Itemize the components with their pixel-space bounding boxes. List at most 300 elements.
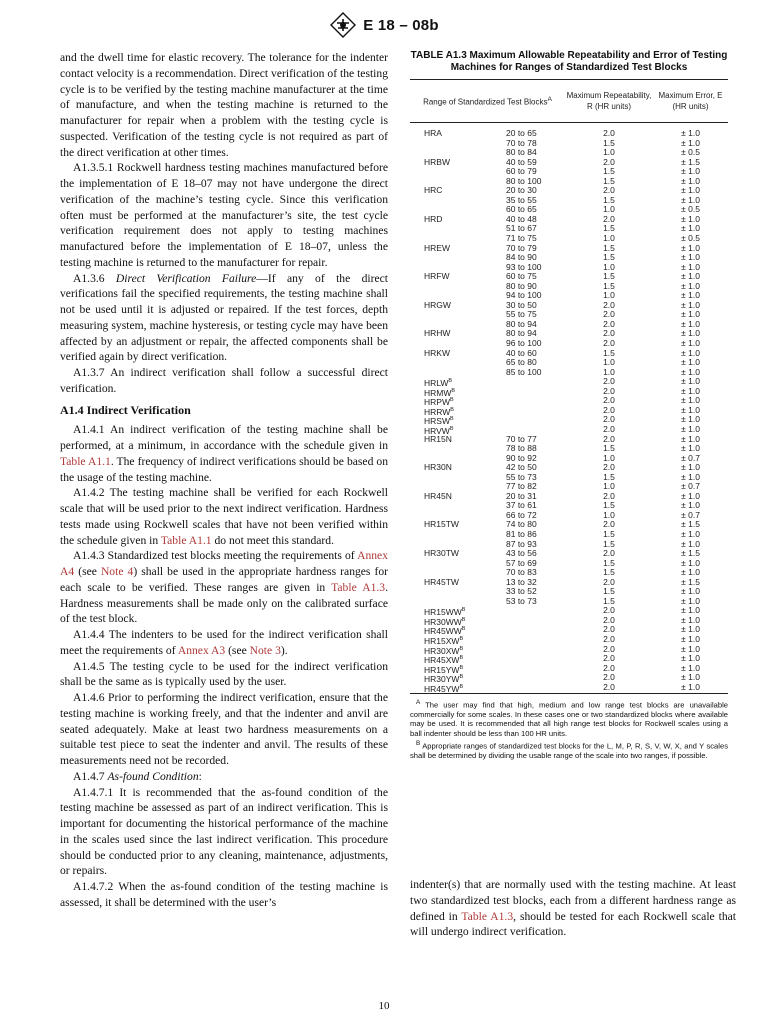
- scale-cell: [410, 244, 500, 254]
- cell-text: 2.0: [603, 681, 615, 692]
- table-a1-1-link[interactable]: Table A1.1: [60, 454, 111, 468]
- cell-text: HR45TW: [424, 576, 459, 587]
- scale-cell: [410, 501, 500, 511]
- cell-text: HRVW: [424, 425, 450, 436]
- cell-text: 55 to 73: [506, 471, 537, 482]
- cell-text: HR15WW: [424, 607, 462, 618]
- cell-text: ± 1.0: [681, 633, 700, 644]
- text-run: indenter(s) that are normally used with the testing machine. At least two standardized test blocks, each from a different hardness range as defined in: [410, 878, 736, 923]
- cell-text: 40 to 60: [506, 347, 537, 358]
- cell-text: ± 1.0: [681, 443, 700, 454]
- cell-text: 70 to 78: [506, 137, 537, 148]
- cell-text: ± 0.7: [681, 509, 700, 520]
- cell-text: ± 1.0: [681, 471, 700, 482]
- text-run: A1.4.1 An indirect verification of the testing machine shall be performed, at a minimum, in accordance with the schedule given in: [60, 423, 388, 452]
- paragraph-continued: [410, 877, 736, 940]
- cell-text: 13 to 32: [506, 576, 537, 587]
- cell-text: 2.0: [603, 385, 615, 396]
- cell-text: ± 1.0: [681, 242, 700, 253]
- cell-text: HRC: [424, 185, 443, 196]
- cell-text: ± 1.5: [681, 548, 700, 559]
- cell-text: 1.5: [603, 271, 615, 282]
- cell-text: 1.0: [603, 147, 615, 158]
- scale-cell: [410, 129, 500, 139]
- column-header-error: Maximum Error, E (HR units): [658, 91, 723, 111]
- range-cell: [500, 683, 565, 694]
- cell-text: HR45XW: [424, 654, 460, 665]
- cell-text: HR30WW: [424, 616, 462, 627]
- cell-text: 2.0: [603, 672, 615, 683]
- footnote-b: [410, 739, 728, 760]
- cell-text: 80 to 100: [506, 175, 542, 186]
- cell-text: ± 1.0: [681, 433, 700, 444]
- clause-title: As-found Condition: [107, 769, 199, 783]
- text-run: :: [198, 769, 202, 783]
- paragraph-a1-4-2: [60, 485, 388, 548]
- cell-text: 2.0: [603, 662, 615, 673]
- text-run: ).: [280, 643, 288, 657]
- text-run: (see: [225, 643, 250, 657]
- cell-text: ± 1.0: [681, 280, 700, 291]
- cell-text: 1.0: [603, 204, 615, 215]
- cell-text: 1.5: [603, 586, 615, 597]
- paragraph-a1-4-6: A1.4.6 Prior to performing the indirect verification, ensure that the testing machine is working freely, and that the indenter and anvil are seated adequately. Make at least two hardness measurements on a suitable test piece to seat the indenter and anvil. The results of these measurements need not be recorded.: [60, 691, 388, 767]
- paragraph-a1-3-5-1: A1.3.5.1 Rockwell hardness testing machines manufactured before the implementation of E 18–07 may not have undergone the direct verification of the machine’s testing cycle. Since this verification often must be performed at the manufacturer’s site, the test cycle verification requirement does not apply to testing machines manufactured before the implementation of E 18–07, unless the testing machine is returned to the manufacturer for repair.: [60, 161, 388, 269]
- left-column: [60, 50, 388, 911]
- cell-text: 1.0: [603, 261, 615, 272]
- cell-text: ± 1.0: [681, 557, 700, 568]
- cell-text: 2.0: [603, 395, 615, 406]
- footnote-a: [410, 698, 728, 738]
- cell-text: ± 1.0: [681, 194, 700, 205]
- cell-text: ± 1.0: [681, 366, 700, 377]
- cell-text: 78 to 88: [506, 443, 537, 454]
- footnote-mark: B: [461, 616, 466, 623]
- text-run: do not meet this standard.: [211, 533, 334, 547]
- scale-cell: [410, 301, 500, 311]
- footnote-mark: B: [449, 416, 454, 423]
- cell-text: ± 1.0: [681, 681, 700, 692]
- cell-text: 71 to 75: [506, 233, 537, 244]
- cell-text: HR45YW: [424, 683, 460, 694]
- error-cell: [653, 683, 728, 694]
- footnote-mark: B: [459, 635, 464, 642]
- cell-text: ± 1.0: [681, 213, 700, 224]
- cell-text: 60 to 75: [506, 271, 537, 282]
- paragraph-a1-4-7-2: A1.4.7.2 When the as-found condition of the testing machine is assessed, it shall be determined with the user’s: [60, 880, 388, 909]
- cell-text: 43 to 56: [506, 548, 537, 559]
- cell-text: 80 to 90: [506, 280, 537, 291]
- footnote-mark: B: [461, 607, 466, 614]
- cell-text: 1.5: [603, 443, 615, 454]
- cell-text: ± 1.0: [681, 309, 700, 320]
- cell-text: 2.0: [603, 328, 615, 339]
- table-a1-1-link[interactable]: Table A1.1: [160, 533, 212, 547]
- scale-cell: [410, 158, 500, 168]
- cell-text: HRMW: [424, 387, 452, 398]
- cell-text: 90 to 92: [506, 452, 537, 463]
- scale-cell: [410, 368, 500, 378]
- page-header: [0, 10, 768, 40]
- cell-text: ± 1.0: [681, 414, 700, 425]
- cell-text: ± 1.0: [681, 395, 700, 406]
- cell-text: 1.5: [603, 528, 615, 539]
- cell-text: 2.0: [603, 519, 615, 530]
- scale-cell: [410, 578, 500, 588]
- text-run: . The frequency of indirect verifications should be based on the usage of the testing machine.: [60, 454, 388, 484]
- text-run: ) shall be used in the appropriate hardness ranges for each scale to be verified. These ranges are given in: [60, 565, 389, 594]
- cell-text: HR30TW: [424, 548, 459, 559]
- cell-text: 94 to 100: [506, 290, 542, 301]
- cell-text: HR15YW: [424, 664, 460, 675]
- cell-text: HRGW: [424, 299, 451, 310]
- cell-text: 70 to 83: [506, 567, 537, 578]
- scale-cell: [410, 329, 500, 339]
- cell-text: 60 to 79: [506, 166, 537, 177]
- cell-text: ± 1.0: [681, 643, 700, 654]
- cell-text: 77 to 82: [506, 481, 537, 492]
- cell-text: ± 1.0: [681, 357, 700, 368]
- scale-cell: [410, 282, 500, 292]
- cell-text: ± 1.0: [681, 376, 700, 387]
- cell-text: ± 0.5: [681, 147, 700, 158]
- cell-text: 40 to 59: [506, 156, 537, 167]
- cell-text: 70 to 79: [506, 242, 537, 253]
- text-run: , should be tested for each Rockwell scale that will undergo indirect verification.: [410, 909, 736, 939]
- cell-text: ± 1.0: [681, 128, 700, 138]
- scale-cell: [410, 683, 500, 694]
- cell-text: ± 1.5: [681, 576, 700, 587]
- cell-text: HR30YW: [424, 674, 460, 684]
- scale-cell: [410, 492, 500, 502]
- cell-text: 1.5: [603, 252, 615, 263]
- cell-text: 66 to 72: [506, 509, 537, 520]
- cell-text: ± 1.0: [681, 490, 700, 501]
- footnote-mark: B: [448, 378, 453, 385]
- cell-text: ± 1.0: [681, 338, 700, 349]
- scale-cell: [410, 253, 500, 263]
- cell-text: 80 to 94: [506, 318, 537, 329]
- cell-text: ± 1.0: [681, 404, 700, 415]
- cell-text: 2.0: [603, 548, 615, 559]
- footnote-text: The user may find that high, medium and low range test blocks are unavailable commercially for some scales. In these cases one or two standardized blocks where available may be used. It is recommended that all high range test blocks for Rockwell scales using a ball indenter should be less than 100 HR units.: [410, 700, 728, 738]
- right-column-text: [410, 877, 736, 940]
- cell-text: 93 to 100: [506, 261, 542, 272]
- text-run: A1.4.3 Standardized test blocks meeting the requirements of: [73, 549, 358, 563]
- cell-text: ± 1.0: [681, 223, 700, 234]
- cell-text: ± 1.0: [681, 385, 700, 396]
- cell-text: HR30XW: [424, 645, 460, 656]
- cell-text: 20 to 30: [506, 185, 537, 196]
- cell-text: HR45N: [424, 490, 452, 501]
- cell-text: 1.0: [603, 452, 615, 463]
- cell-text: ± 1.0: [681, 423, 700, 434]
- table-a1-3-link[interactable]: Table A1.3: [331, 580, 386, 594]
- cell-text: 37 to 61: [506, 500, 537, 511]
- cell-text: 1.5: [603, 166, 615, 177]
- cell-text: ± 1.0: [681, 528, 700, 539]
- cell-text: HRKW: [424, 347, 450, 358]
- scale-cell: [410, 473, 500, 483]
- scale-cell: [410, 463, 500, 473]
- scale-cell: [410, 358, 500, 368]
- cell-text: ± 1.0: [681, 166, 700, 177]
- footnote-mark: B: [461, 626, 466, 633]
- cell-text: ± 1.0: [681, 605, 700, 616]
- footnote-mark: B: [449, 425, 454, 432]
- cell-text: 2.0: [603, 404, 615, 415]
- note-4-link[interactable]: Note 4: [100, 565, 134, 578]
- cell-text: HREW: [424, 242, 450, 253]
- cell-text: 96 to 100: [506, 338, 542, 349]
- section-heading: A1.4 Indirect Verification: [60, 402, 191, 417]
- cell-text: ± 1.0: [681, 299, 700, 310]
- clause-number: A1.3.6: [73, 271, 105, 285]
- footnote-text: Appropriate ranges of standardized test blocks for the L, M, P, R, S, V, W, X, and Y scales shall be determined by dividing the usable range of the scale into two ranges, if possible.: [410, 741, 728, 760]
- cell-text: HRLW: [424, 378, 449, 389]
- cell-text: 2.0: [603, 299, 615, 310]
- cell-text: HRHW: [424, 328, 451, 339]
- clause-body: —If any of the direct verifications fail the specified requirements, the testing machine shall not be used until it is adjusted or repaired. If the test forces, depth measuring system, machine hysteresis, or testing cycle may have been affected by an adjustment or repair, the affected components shall be verified again by direct verification.: [60, 271, 388, 364]
- scale-cell: [410, 520, 500, 530]
- cell-text: 70 to 77: [506, 433, 537, 444]
- footnote-mark: B: [459, 674, 464, 681]
- cell-text: 85 to 100: [506, 366, 542, 377]
- cell-text: 74 to 80: [506, 519, 537, 530]
- footnote-mark: B: [459, 645, 464, 652]
- scale-cell: [410, 139, 500, 149]
- column-header-repeatability: Maximum Repeatability, R (HR units): [566, 91, 652, 111]
- cell-text: HR15XW: [424, 635, 460, 646]
- paragraph-a1-4-7-1: A1.4.7.1 It is recommended that the as-found condition of the testing machine be assessed as part of an indirect verification. This is important for documenting the historical performance of the machine in the scales used since the last indirect verification. This procedure should be conducted prior to any cleaning, maintenance, adjustments, or repairs.: [60, 785, 388, 878]
- cell-text: ± 1.0: [681, 662, 700, 673]
- cell-text: ± 1.0: [681, 328, 700, 339]
- cell-text: 1.0: [603, 357, 615, 368]
- cell-text: 2.0: [603, 318, 615, 329]
- cell-text: HRA: [424, 128, 442, 138]
- scale-cell: [410, 310, 500, 320]
- paragraph: and the dwell time for elastic recovery. The tolerance for the indenter contact velocity is a recommendation. Direct verification of the testing cycle is to be verified by the testing machine manufacturer at the time of manufacture, and when the testing machine is returned to the manufacturer for repair when a problem with the testing cycle is suspected. Verification of the testing cycle is not required as part of the direct verification at other times.: [60, 51, 388, 159]
- cell-text: ± 1.0: [681, 462, 700, 473]
- cell-text: 2.0: [603, 490, 615, 501]
- cell-text: 2.0: [603, 128, 615, 138]
- document-designation: E 18 – 08b: [363, 16, 439, 34]
- cell-text: 2.0: [603, 462, 615, 473]
- cell-text: HRFW: [424, 271, 450, 282]
- cell-text: 65 to 80: [506, 357, 537, 368]
- cell-text: 1.5: [603, 194, 615, 205]
- page-number: 10: [378, 1000, 390, 1012]
- paragraph-a1-3-7: A1.3.7 An indirect verification shall follow a successful direct verification.: [60, 366, 388, 395]
- cell-text: HRRW: [424, 406, 451, 417]
- footnote-mark: B: [416, 739, 421, 747]
- cell-text: ± 0.7: [681, 452, 700, 463]
- table-header: [410, 79, 728, 123]
- cell-text: ± 0.5: [681, 233, 700, 244]
- scale-cell: [410, 196, 500, 206]
- cell-text: 2.0: [603, 576, 615, 587]
- cell-text: ± 0.5: [681, 204, 700, 215]
- cell-text: HRPW: [424, 397, 450, 408]
- cell-text: 1.5: [603, 280, 615, 291]
- scale-cell: [410, 272, 500, 282]
- cell-text: 1.5: [603, 223, 615, 234]
- cell-text: ± 1.0: [681, 614, 700, 625]
- cell-text: ± 0.7: [681, 481, 700, 492]
- cell-text: ± 1.0: [681, 653, 700, 664]
- paragraph-a1-4-5: A1.4.5 The testing cycle to be used for the indirect verification shall be the same as is typically used by the user.: [60, 659, 388, 689]
- scale-cell: [410, 444, 500, 454]
- cell-text: 1.5: [603, 347, 615, 358]
- cell-text: 1.0: [603, 290, 615, 301]
- cell-text: 2.0: [603, 614, 615, 625]
- paragraph-a1-4-7: [60, 769, 388, 785]
- cell-text: 20 to 65: [506, 128, 537, 138]
- annex-a4-link[interactable]: Annex A4: [60, 549, 388, 578]
- cell-text: 30 to 50: [506, 299, 537, 310]
- paragraph-a1-4-1: [60, 422, 388, 485]
- cell-text: 80 to 94: [506, 328, 537, 339]
- clause-number: A1.4.7: [73, 769, 105, 783]
- cell-text: 1.5: [603, 137, 615, 148]
- cell-text: ± 1.0: [681, 567, 700, 578]
- column-header-range: [410, 95, 565, 108]
- right-column: [410, 50, 728, 761]
- cell-text: HR45WW: [424, 626, 462, 637]
- scale-cell: [410, 167, 500, 177]
- scale-cell: [410, 597, 500, 607]
- cell-text: HRD: [424, 213, 443, 224]
- cell-text: ± 1.0: [681, 347, 700, 358]
- cell-text: 1.5: [603, 242, 615, 253]
- cell-text: 2.0: [603, 185, 615, 196]
- scale-cell: [410, 559, 500, 569]
- cell-text: HRSW: [424, 416, 450, 427]
- cell-text: 84 to 90: [506, 252, 537, 263]
- cell-text: ± 1.0: [681, 252, 700, 263]
- cell-text: ± 1.0: [681, 185, 700, 196]
- footnote-mark: B: [459, 683, 464, 690]
- footnote-mark: A: [547, 95, 552, 103]
- astm-logo-icon: [329, 12, 357, 38]
- annex-a3-link[interactable]: Annex A3: [177, 643, 226, 657]
- cell-text: 2.0: [603, 633, 615, 644]
- cell-text: ± 1.5: [681, 156, 700, 167]
- scale-cell: [410, 435, 500, 445]
- cell-text: 1.0: [603, 233, 615, 244]
- cell-text: 55 to 75: [506, 309, 537, 320]
- cell-text: ± 1.0: [681, 175, 700, 186]
- cell-text: 2.0: [603, 156, 615, 167]
- cell-text: ± 1.5: [681, 519, 700, 530]
- cell-text: 2.0: [603, 624, 615, 635]
- cell-text: 60 to 65: [506, 204, 537, 215]
- cell-text: 1.5: [603, 175, 615, 186]
- cell-text: 2.0: [603, 423, 615, 434]
- cell-text: 1.5: [603, 567, 615, 578]
- scale-cell: [410, 349, 500, 359]
- cell-text: 40 to 48: [506, 213, 537, 224]
- paragraph-a1-3-6: [60, 271, 388, 366]
- cell-text: 2.0: [603, 433, 615, 444]
- scale-cell: [410, 587, 500, 597]
- cell-text: HRBW: [424, 156, 450, 167]
- cell-text: 2.0: [603, 653, 615, 664]
- cell-text: ± 1.0: [681, 595, 700, 606]
- footnote-mark: B: [451, 387, 456, 394]
- cell-text: ± 1.0: [681, 672, 700, 683]
- cell-text: 2.0: [603, 643, 615, 654]
- scale-cell: [410, 549, 500, 559]
- cell-text: 1.5: [603, 500, 615, 511]
- cell-text: 51 to 67: [506, 223, 537, 234]
- cell-text: ± 1.0: [681, 318, 700, 329]
- repeatability-cell: [565, 683, 653, 694]
- cell-text: ± 1.0: [681, 586, 700, 597]
- scale-cell: [410, 530, 500, 540]
- footnote-mark: B: [450, 406, 454, 413]
- table-footnotes: [410, 698, 728, 760]
- footnote-mark: B: [459, 664, 464, 671]
- cell-text: 1.5: [603, 595, 615, 606]
- scale-cell: [410, 186, 500, 196]
- cell-text: 1.5: [603, 557, 615, 568]
- cell-text: 2.0: [603, 605, 615, 616]
- column-header-text: Range of Standardized Test Blocks: [423, 97, 548, 107]
- cell-text: 1.5: [603, 471, 615, 482]
- clause-title: Direct Verification Failure: [115, 271, 257, 285]
- scale-cell: [410, 215, 500, 225]
- table-body: [410, 123, 728, 692]
- cell-text: 2.0: [603, 376, 615, 387]
- cell-text: 87 to 93: [506, 538, 537, 549]
- cell-text: 1.0: [603, 509, 615, 520]
- repeatability-table: [410, 79, 728, 694]
- footnote-mark: B: [459, 655, 464, 662]
- cell-text: ± 1.0: [681, 538, 700, 549]
- cell-text: 20 to 31: [506, 490, 537, 501]
- paragraph-a1-4-4: [60, 627, 388, 659]
- cell-text: ± 1.0: [681, 500, 700, 511]
- cell-text: HR30N: [424, 462, 452, 473]
- cell-text: ± 1.0: [681, 271, 700, 282]
- cell-text: 2.0: [603, 338, 615, 349]
- range-cell: [500, 368, 565, 378]
- note-3-link[interactable]: Note 3: [249, 643, 281, 657]
- cell-text: 2.0: [603, 414, 615, 425]
- table-row: [410, 683, 728, 693]
- scale-cell: [410, 224, 500, 234]
- cell-text: HR15TW: [424, 519, 459, 530]
- text-run: A1.4.4 The indenters to be used for the indirect verification shall meet the requirements of: [60, 628, 388, 657]
- cell-text: ± 1.0: [681, 137, 700, 148]
- cell-text: ± 1.0: [681, 261, 700, 272]
- cell-text: 42 to 50: [506, 462, 537, 473]
- table-a1-3-link[interactable]: Table A1.3: [461, 909, 514, 923]
- text-run: . Hardness measurements shall be made only on the calibrated surface of the test block.: [60, 580, 388, 626]
- text-run: (see: [74, 565, 101, 578]
- footnote-mark: A: [416, 699, 421, 707]
- table-caption: TABLE A1.3 Maximum Allowable Repeatability and Error of Testing Machines for Ranges of Standardized Test Blocks: [410, 50, 728, 73]
- cell-text: 53 to 73: [506, 595, 537, 606]
- cell-text: ± 1.0: [681, 290, 700, 301]
- cell-text: 81 to 86: [506, 528, 537, 539]
- footnote-mark: B: [449, 397, 454, 404]
- cell-text: 35 to 55: [506, 194, 537, 205]
- cell-text: 80 to 84: [506, 147, 537, 158]
- paragraph-a1-4-3: [60, 548, 388, 627]
- cell-text: 1.5: [603, 538, 615, 549]
